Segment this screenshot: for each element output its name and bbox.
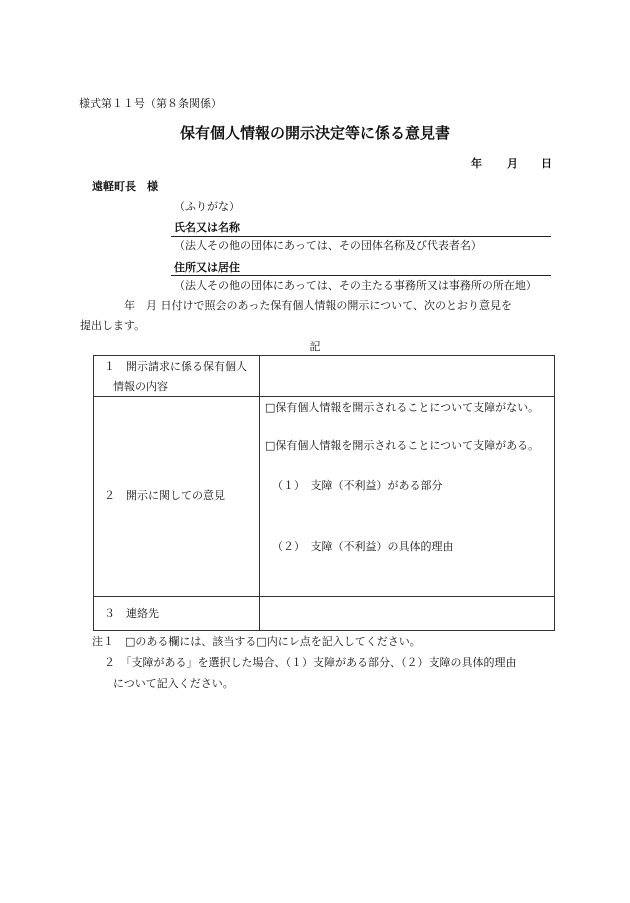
note-1: 注１ □のある欄には、該当する□内にレ点を記入してください。 — [92, 635, 421, 648]
row1-label-line2: 情報の内容 — [113, 380, 168, 393]
table-row-divider-1 — [93, 396, 555, 397]
form-number: 様式第１１号（第８条関係） — [79, 97, 222, 110]
name-label: 氏名又は名称 — [174, 221, 240, 234]
address-field-line[interactable] — [171, 275, 551, 276]
contact-input-cell[interactable] — [261, 598, 553, 629]
addressee: 遠軽町長 様 — [92, 180, 158, 193]
note-2-line2: について記入ください。 — [113, 677, 234, 690]
date-year-label: 年 — [471, 157, 482, 170]
date-month-label: 月 — [507, 157, 518, 170]
option-issue[interactable]: □保有個人情報を開示されることについて支障がある。 — [265, 439, 540, 452]
table-border-top — [93, 355, 555, 356]
name-note: （法人その他の団体にあっては、その団体名称及び代表者名） — [174, 239, 482, 252]
date-day-label: 日 — [541, 157, 552, 170]
sub-item-2: （２） 支障（不利益）の具体的理由 — [272, 540, 454, 553]
note-2-line1: ２ 「支障がある」を選択した場合、（１）支障がある部分、（２）支障の具体的理由 — [104, 656, 517, 669]
address-label: 住所又は居住 — [174, 261, 240, 274]
address-note: （法人その他の団体にあっては、その主たる事務所又は事務所の所在地） — [174, 279, 537, 292]
row1-label-line1: １ 開示請求に係る保有個人 — [104, 360, 247, 373]
row2-label: ２ 開示に関しての意見 — [104, 489, 225, 502]
document-title: 保有個人情報の開示決定等に係る意見書 — [179, 124, 450, 142]
option-no-issue[interactable]: □保有個人情報を開示されることについて支障がない。 — [265, 401, 540, 414]
body-text-line2: 提出します。 — [80, 319, 146, 332]
ki-heading: 記 — [309, 340, 321, 353]
body-text-line1: 年 月 日付けで照会のあった保有個人情報の開示について、次のとおり意見を — [124, 299, 512, 312]
furigana-label: （ふりがな） — [174, 200, 240, 213]
row1-input-cell[interactable] — [261, 357, 553, 395]
row3-label: ３ 連絡先 — [104, 607, 159, 620]
table-row-divider-2 — [93, 596, 555, 597]
table-border-bottom — [93, 630, 555, 631]
sub-item-1: （１） 支障（不利益）がある部分 — [272, 479, 443, 492]
name-field-line[interactable] — [171, 236, 551, 237]
